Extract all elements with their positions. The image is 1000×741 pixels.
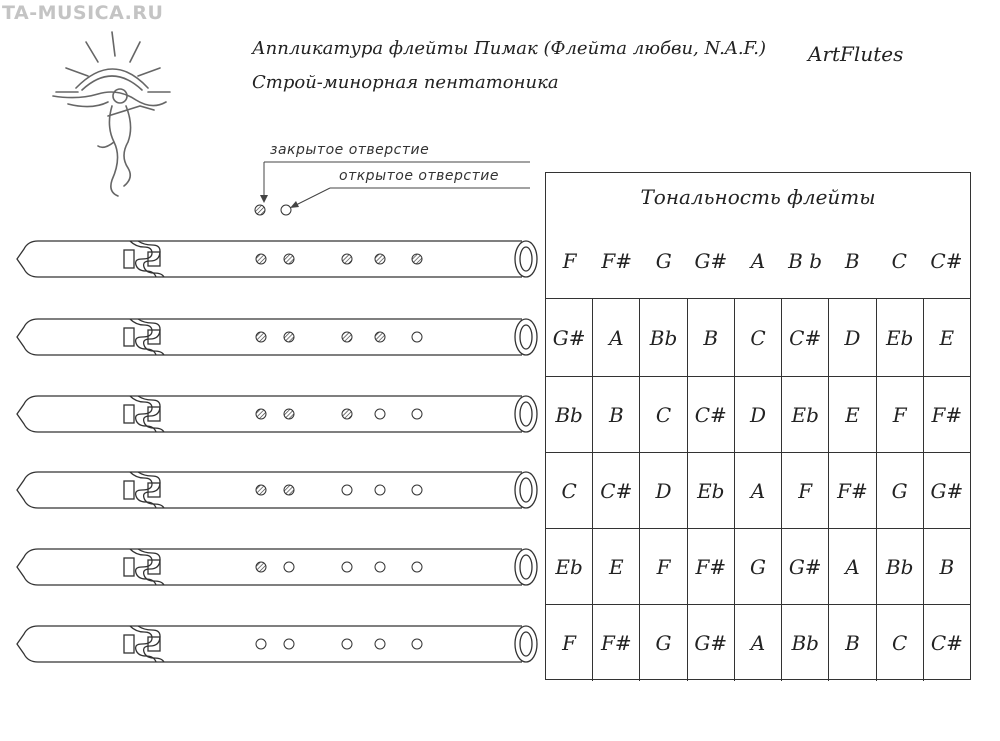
key-cell: G# [694,249,728,273]
closed-hole-icon [256,485,266,495]
open-hole-icon [412,332,422,342]
key-cell: Eb [876,299,923,377]
key-cell: B [687,299,734,377]
key-table-row [546,604,970,681]
key-cell: E [592,529,639,605]
key-cell: A [734,453,781,529]
key-cell: Bb [781,605,828,681]
flute-diagram [14,545,544,589]
closed-hole-icon [256,332,266,342]
key-cell: A [750,249,766,273]
closed-hole-icon [284,254,294,264]
key-cell: Bb [639,299,686,377]
key-cell: C [891,249,907,273]
key-cell: B [592,377,639,453]
key-cell: C# [592,453,639,529]
key-cell: D [734,377,781,453]
key-cell: F [562,249,577,273]
key-cell: G [655,249,672,273]
open-hole-icon [375,639,385,649]
open-hole-icon [342,562,352,572]
key-cell: A [828,529,875,605]
key-cell: F# [601,249,632,273]
flute-diagram [14,622,544,666]
watermark: TA-MUSICA.RU [2,2,164,24]
key-cell: D [828,299,875,377]
key-cell: G# [552,326,586,350]
key-cell: G [876,453,923,529]
open-hole-icon [375,485,385,495]
key-cell: F [876,377,923,453]
flute-diagram [14,237,544,281]
key-cell: F# [687,529,734,605]
closed-hole-icon [256,409,266,419]
closed-hole-icon [284,409,294,419]
open-hole-icon [284,639,294,649]
key-cell: Eb [555,555,583,579]
flute-key-table [545,172,971,680]
key-cell: D [639,453,686,529]
sun-figure-icon [48,30,188,200]
key-cell: Bb [555,403,583,427]
key-cell: F# [923,377,970,453]
flute-diagram [14,468,544,512]
key-cell: F [639,529,686,605]
key-cell: C# [923,605,970,681]
key-cell: C# [781,299,828,377]
key-cell: F# [828,453,875,529]
key-cell: B [828,605,875,681]
open-hole-icon [375,409,385,419]
key-cell: G# [781,529,828,605]
open-hole-icon [412,639,422,649]
open-hole-icon [412,562,422,572]
key-cell: Eb [781,377,828,453]
closed-hole-icon [342,409,352,419]
key-cell: C# [930,249,963,273]
key-cell: F [562,631,577,655]
key-cell: C# [687,377,734,453]
key-cell: G [639,605,686,681]
key-cell: C [734,299,781,377]
key-cell: A [592,299,639,377]
closed-hole-icon [342,254,352,264]
closed-hole-icon [342,332,352,342]
key-table-title: Тональность флейты [640,185,876,209]
key-table-row [546,376,970,453]
key-cell: B [923,529,970,605]
key-table-row [546,223,970,299]
key-cell: G# [687,605,734,681]
key-cell: A [734,605,781,681]
closed-hole-icon [256,254,266,264]
legend-closed-label: закрытое отверстие [270,142,430,158]
key-cell: E [923,299,970,377]
flute-diagram [14,315,544,359]
flute-diagram [14,392,544,436]
key-cell: B b [788,249,823,273]
key-cell: B [844,249,860,273]
key-cell: E [828,377,875,453]
key-cell: Bb [876,529,923,605]
key-cell: F [781,453,828,529]
closed-hole-icon [256,562,266,572]
open-hole-icon [412,485,422,495]
key-cell: C [639,377,686,453]
open-hole-icon [256,639,266,649]
key-cell: C [876,605,923,681]
legend-open-label: открытое отверстие [339,168,499,184]
closed-hole-icon [284,485,294,495]
open-hole-icon [412,409,422,419]
key-cell: G [734,529,781,605]
brand-name: ArtFlutes [808,42,904,66]
open-hole-icon [284,562,294,572]
key-table-row [546,528,970,605]
closed-hole-icon [412,254,422,264]
closed-hole-icon [375,254,385,264]
open-hole-icon [375,562,385,572]
page-title: Аппликатура флейты Пимак (Флейта любви, N.A.F.) [252,38,766,59]
open-hole-icon [342,485,352,495]
key-cell: C [561,479,577,503]
key-cell: Eb [687,453,734,529]
key-table-row [546,298,970,377]
key-table-row [546,452,970,529]
page-subtitle: Строй-минорная пентатоника [252,72,559,93]
closed-hole-icon [375,332,385,342]
closed-hole-icon [284,332,294,342]
open-hole-icon [342,639,352,649]
hole-legend [250,140,550,220]
key-cell: F# [592,605,639,681]
key-cell: G# [923,453,970,529]
